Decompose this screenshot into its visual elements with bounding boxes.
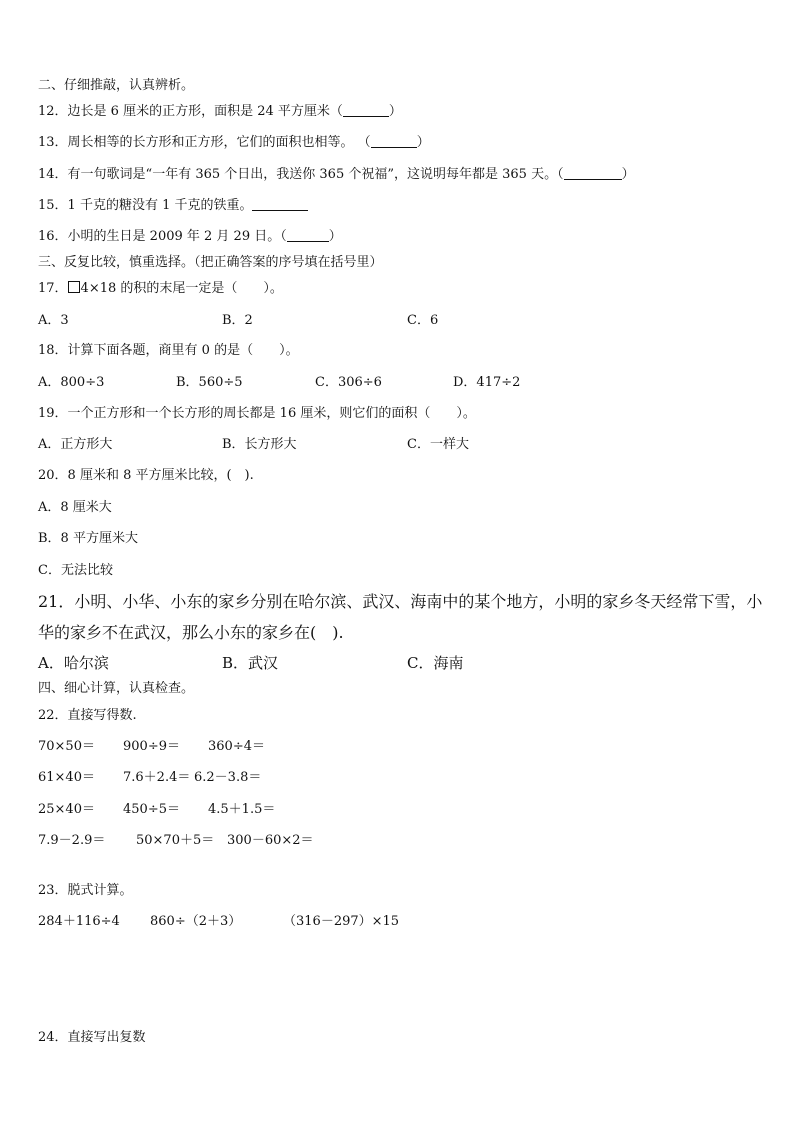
option-b[interactable]: B．2	[222, 313, 253, 328]
calc-item: 4.5＋1.5＝	[208, 802, 276, 817]
option-a[interactable]: A．800÷3	[38, 375, 105, 390]
section-4-heading: 四、细心计算，认真检查。	[38, 681, 195, 696]
calc-item: 450÷5＝	[123, 802, 180, 817]
question-14-text: 14．有一句歌词是“一年有 365 个日出，我送你 365 个祝福”，这说明每年都是 365 天。（	[38, 167, 564, 182]
question-12: 12．边长是 6 厘米的正方形，面积是 24 平方厘米（ ）	[38, 104, 402, 119]
calc-item: 6.2－3.8＝	[194, 770, 262, 785]
question-19: 19．一个正方形和一个长方形的周长都是 16 厘米，则它们的面积（ ）。	[38, 406, 476, 421]
option-b[interactable]: B．8 平方厘米大	[38, 531, 138, 546]
question-12-text: 12．边长是 6 厘米的正方形，面积是 24 平方厘米（	[38, 104, 343, 119]
option-a[interactable]: A．8 厘米大	[38, 500, 112, 515]
answer-blank[interactable]	[564, 167, 622, 180]
question-13: 13．周长相等的长方形和正方形，它们的面积也相等。 （ ）	[38, 135, 430, 150]
question-23-title: 23．脱式计算。	[38, 883, 133, 898]
option-b[interactable]: B．560÷5	[176, 375, 243, 390]
answer-blank[interactable]	[343, 104, 389, 117]
question-13-text: 13．周长相等的长方形和正方形，它们的面积也相等。 （	[38, 135, 371, 150]
question-14: 14．有一句歌词是“一年有 365 个日出，我送你 365 个祝福”，这说明每年都是 365 天。（ ）	[38, 167, 635, 182]
question-15	[38, 198, 308, 214]
option-c[interactable]: C．海南	[407, 654, 464, 672]
question-21-line-1: 21．小明、小华、小东的家乡分别在哈尔滨、武汉、海南中的某个地方，小明的家乡冬天经常下雪，小	[38, 592, 763, 611]
calc-item: 50×70＋5＝	[136, 833, 215, 848]
option-c[interactable]: C．6	[407, 313, 439, 328]
question-18: 18．计算下面各题，商里有 0 的是（ ）。	[38, 343, 299, 358]
question-17: 17． 4×18 的积的末尾一定是（ ）。	[38, 281, 283, 296]
option-b[interactable]: B．长方形大	[222, 437, 297, 452]
option-a[interactable]: A．哈尔滨	[38, 654, 109, 672]
blank-box-icon	[68, 281, 80, 293]
calc-item: 900÷9＝	[123, 739, 180, 754]
option-d[interactable]: D．417÷2	[453, 375, 521, 390]
calc-item: 7.6＋2.4＝	[123, 770, 191, 785]
calc-item: （316－297）×15	[283, 914, 400, 929]
calc-item: 300－60×2＝	[227, 833, 314, 848]
question-20: 20．8 厘米和 8 平方厘米比较，( ).	[38, 468, 254, 483]
section-2-heading: 二、仔细推敲，认真辨析。	[38, 78, 195, 93]
option-c[interactable]: C．306÷6	[315, 375, 382, 390]
option-c[interactable]: C．一样大	[407, 437, 469, 452]
question-22-title: 22．直接写得数.	[38, 708, 137, 723]
calc-item: 284＋116÷4	[38, 914, 120, 929]
option-c[interactable]: C．无法比较	[38, 563, 113, 578]
answer-blank[interactable]	[371, 135, 417, 148]
question-15-text: 15．1 千克的糖没有 1 千克的铁重。	[38, 198, 253, 213]
question-21-line-2: 华的家乡不在武汉，那么小东的家乡在( ).	[38, 623, 344, 642]
question-17-text: 4×18 的积的末尾一定是（ ）。	[80, 281, 283, 296]
question-24-title: 24．直接写出复数	[38, 1030, 146, 1045]
option-a[interactable]: A．正方形大	[38, 437, 113, 452]
answer-blank[interactable]	[252, 198, 308, 211]
option-a[interactable]: A．3	[38, 313, 69, 328]
calc-item: 61×40＝	[38, 770, 95, 785]
answer-blank[interactable]	[287, 229, 329, 242]
option-b[interactable]: B．武汉	[222, 654, 279, 672]
calc-item: 7.9－2.9＝	[38, 833, 106, 848]
calc-item: 860÷（2＋3）	[150, 914, 242, 929]
question-16: 16．小明的生日是 2009 年 2 月 29 日。（ ）	[38, 229, 342, 244]
question-16-text: 16．小明的生日是 2009 年 2 月 29 日。（	[38, 229, 287, 244]
calc-item: 360÷4＝	[208, 739, 265, 754]
calc-item: 25×40＝	[38, 802, 95, 817]
calc-item: 70×50＝	[38, 739, 95, 754]
section-3-heading: 三、反复比较，慎重选择。（把正确答案的序号填在括号里）	[38, 255, 383, 270]
